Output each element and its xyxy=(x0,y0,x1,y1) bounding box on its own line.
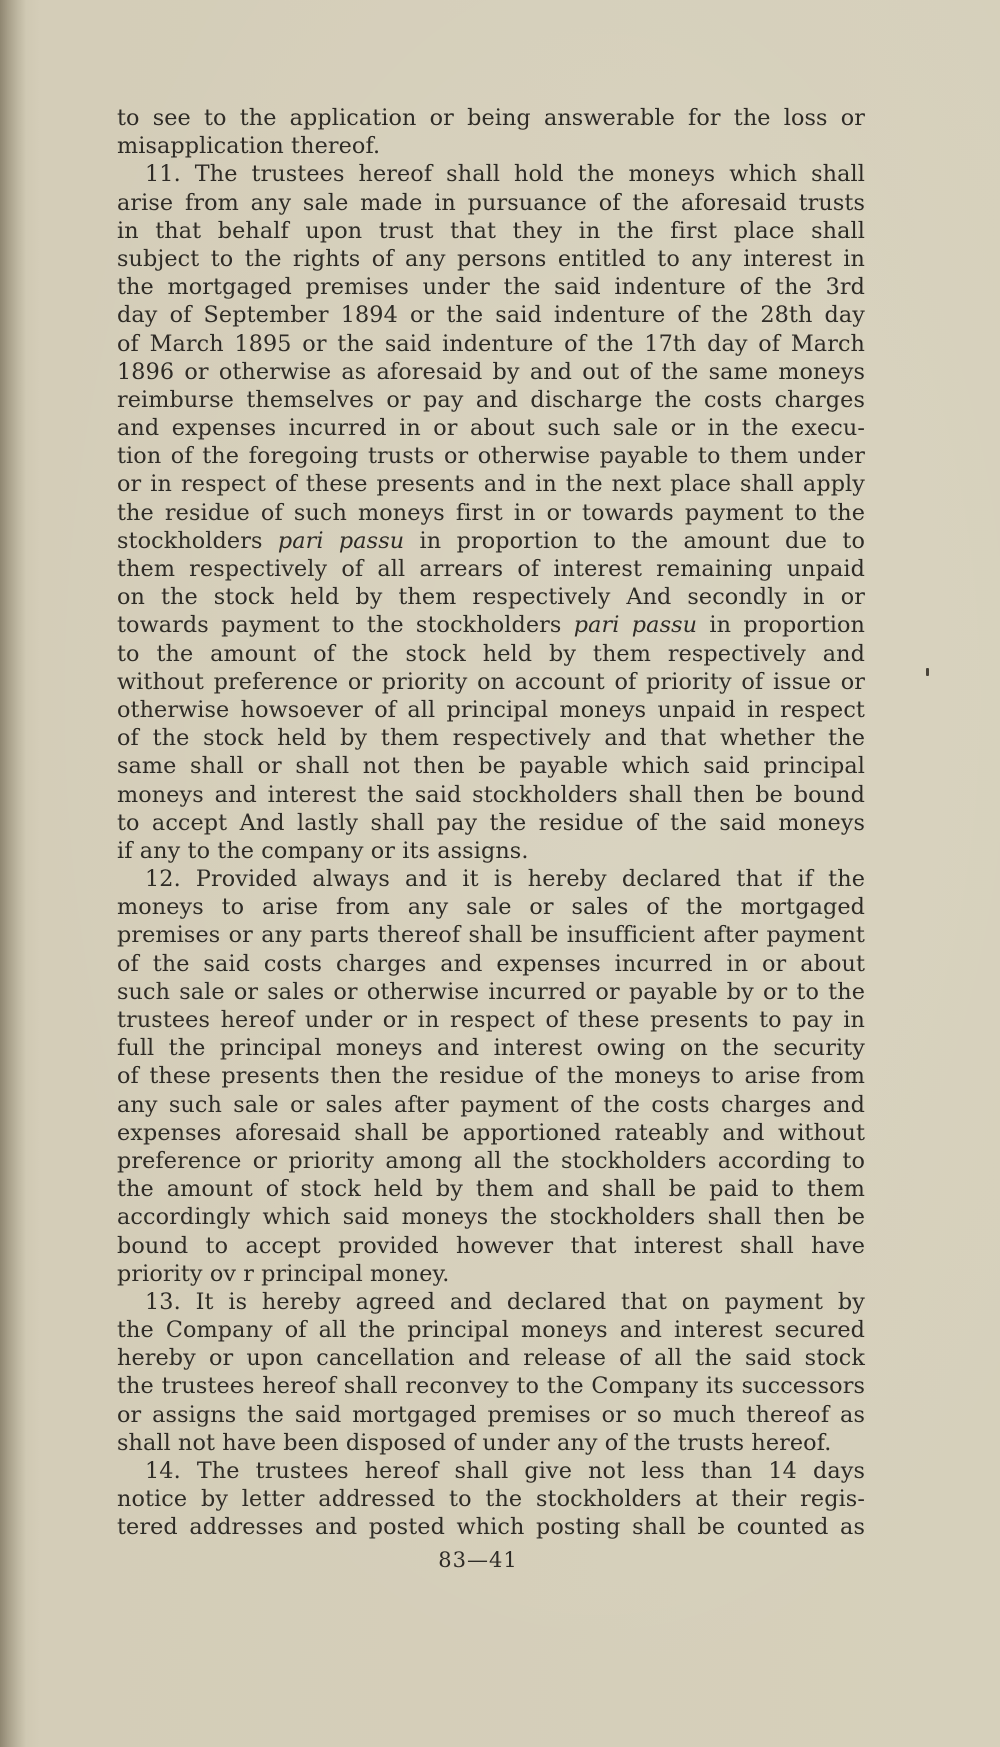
text-line-segment: premises or any parts thereof shall be insufficient after payment xyxy=(117,922,865,949)
text-line xyxy=(117,1513,865,1541)
text-line xyxy=(117,781,865,809)
text-line-segment: on the stock held by them respectively And secondly in or xyxy=(117,584,865,611)
text-line-segment: of the said costs charges and expenses incurred in or about xyxy=(117,950,865,977)
text-line xyxy=(117,640,865,668)
text-line xyxy=(117,724,865,752)
text-line-segment: expenses aforesaid shall be apportioned rateably and without xyxy=(117,1119,865,1146)
text-line xyxy=(117,865,865,893)
text-line xyxy=(117,1485,865,1513)
text-line-segment: and expenses incurred in or about such sale or in the execu- xyxy=(117,415,865,442)
text-line-segment: 14. The trustees hereof shall give not less than 14 days xyxy=(145,1458,865,1484)
text-line-segment: to the amount of the stock held by them respectively and xyxy=(117,640,865,667)
text-line xyxy=(117,555,865,583)
text-line-segment: trustees hereof under or in respect of these presents to pay in xyxy=(117,1007,865,1033)
text-line-segment: in proportion to the amount due to xyxy=(404,527,866,554)
text-line-segment: any such sale or sales after payment of the costs charges and xyxy=(117,1091,865,1118)
text-line-segment: 11. The trustees hereof shall hold the moneys which shall xyxy=(145,161,865,188)
text-line xyxy=(117,752,865,780)
text-line-segment: such sale or sales or otherwise incurred or payable by or to the xyxy=(117,978,865,1005)
text-line-segment: of March 1895 or the said indenture of the 17th day of March xyxy=(117,330,865,357)
text-line xyxy=(117,1457,865,1485)
text-line-segment: in that behalf upon trust that they in the first place shall xyxy=(117,217,865,244)
text-line xyxy=(117,1203,865,1231)
text-line-segment: the residue of such moneys first in or towards payment to the xyxy=(117,499,865,526)
text-line xyxy=(117,132,865,160)
text-line-segment: the amount of stock held by them and shall be paid to them xyxy=(117,1176,865,1203)
page-binding-shadow xyxy=(0,0,26,1747)
text-line-segment: or assigns the said mortgaged premises or so much thereof as xyxy=(117,1401,865,1428)
text-line xyxy=(117,1372,865,1400)
text-line-segment: of these presents then the residue of the moneys to arise from xyxy=(117,1063,865,1090)
text-line-segment: day of September 1894 or the said indenture of the 28th day xyxy=(117,302,865,329)
folio-number: 83—41 xyxy=(438,1548,518,1572)
text-line xyxy=(117,414,865,442)
text-line xyxy=(117,442,865,470)
text-line xyxy=(117,1062,865,1090)
body-text xyxy=(117,104,865,1542)
text-line-segment: the mortgaged premises under the said indenture of the 3rd xyxy=(117,274,865,301)
text-line-segment: to see to the application or being answerable for the loss or xyxy=(117,105,865,131)
text-line xyxy=(117,499,865,527)
text-line xyxy=(117,921,865,949)
text-line-segment: hereby or upon cancellation and release of all the said stock xyxy=(117,1345,865,1372)
text-line-segment: full the principal moneys and interest owing on the security xyxy=(117,1035,865,1062)
text-line xyxy=(117,470,865,498)
text-line-segment: notice by letter addressed to the stockholders at their regis- xyxy=(117,1486,865,1513)
text-line-segment: if any to the company or its assigns. xyxy=(117,837,529,864)
text-line-segment: stockholders xyxy=(117,527,278,554)
text-line xyxy=(117,160,865,188)
text-line xyxy=(117,217,865,245)
text-line xyxy=(117,611,865,639)
text-line xyxy=(117,837,865,865)
ink-speck xyxy=(926,668,929,676)
text-line xyxy=(117,104,865,132)
text-line xyxy=(117,809,865,837)
text-line xyxy=(117,1034,865,1062)
text-line-segment: without preference or priority on account of priority of issue or xyxy=(117,668,865,695)
text-line xyxy=(117,245,865,273)
text-line xyxy=(117,950,865,978)
text-line-segment: moneys and interest the said stockholders shall then be bound xyxy=(117,781,865,808)
text-line-segment: shall not have been disposed of under any of the trusts hereof. xyxy=(117,1429,832,1456)
text-line-segment: subject to the rights of any persons entitled to any interest in xyxy=(117,245,865,272)
text-line-segment: them respectively of all arrears of interest remaining unpaid xyxy=(117,556,865,582)
text-line-segment: arise from any sale made in pursuance of the aforesaid trusts xyxy=(117,189,865,216)
text-line xyxy=(117,1119,865,1147)
text-line xyxy=(117,668,865,696)
text-line xyxy=(117,1316,865,1344)
text-line-segment: or in respect of these presents and in the next place shall apply xyxy=(117,471,865,498)
text-line-segment: 12. Provided always and it is hereby declared that if the xyxy=(145,866,865,893)
text-line xyxy=(117,1429,865,1457)
italic-phrase: pari passu xyxy=(573,612,698,639)
text-line xyxy=(117,1232,865,1260)
text-line xyxy=(117,1288,865,1316)
text-line-segment: reimburse themselves or pay and discharge the costs charges xyxy=(117,386,865,413)
text-line-segment: priority ov r principal money. xyxy=(117,1260,450,1287)
text-line xyxy=(117,189,865,217)
text-line-segment: preference or priority among all the stockholders according to xyxy=(117,1147,865,1174)
text-line xyxy=(117,1175,865,1203)
text-line xyxy=(117,583,865,611)
text-line-segment: 1896 or otherwise as aforesaid by and out of the same moneys xyxy=(117,358,865,385)
text-line xyxy=(117,330,865,358)
text-line xyxy=(117,1006,865,1034)
text-line-segment: the Company of all the principal moneys and interest secured xyxy=(117,1317,865,1344)
text-line xyxy=(117,273,865,301)
text-line xyxy=(117,1260,865,1288)
text-line-segment: 13. It is hereby agreed and declared that on payment by xyxy=(145,1288,865,1315)
text-line xyxy=(117,527,865,555)
page-folio xyxy=(0,1548,1000,1572)
text-line-segment: same shall or shall not then be payable which said principal xyxy=(117,753,865,780)
text-line-segment: the trustees hereof shall reconvey to the Company its successors xyxy=(117,1373,865,1400)
text-line xyxy=(117,1401,865,1429)
text-line xyxy=(117,1147,865,1175)
text-line-segment: moneys to arise from any sale or sales of the mortgaged xyxy=(117,894,865,921)
text-line-segment: otherwise howsoever of all principal moneys unpaid in respect xyxy=(117,696,865,723)
text-line-segment: tion of the foregoing trusts or otherwise payable to them under xyxy=(117,443,865,470)
text-line-segment: of the stock held by them respectively and that whether the xyxy=(117,725,865,752)
text-line xyxy=(117,1091,865,1119)
text-line-segment: misapplication thereof. xyxy=(117,133,381,160)
text-line xyxy=(117,893,865,921)
text-line-segment: in proportion xyxy=(697,612,865,639)
text-line-segment: towards payment to the stockholders xyxy=(117,612,574,639)
text-line xyxy=(117,358,865,386)
italic-phrase: pari passu xyxy=(277,527,405,554)
text-line-segment: to accept And lastly shall pay the residue of the said moneys xyxy=(117,809,865,836)
text-line-segment: bound to accept provided however that interest shall have xyxy=(117,1232,865,1259)
text-line xyxy=(117,386,865,414)
text-line xyxy=(117,301,865,329)
text-line-segment: accordingly which said moneys the stockholders shall then be xyxy=(117,1204,865,1231)
text-line xyxy=(117,1344,865,1372)
text-line-segment: tered addresses and posted which posting shall be counted as xyxy=(117,1514,865,1541)
text-line xyxy=(117,696,865,724)
text-line xyxy=(117,978,865,1006)
